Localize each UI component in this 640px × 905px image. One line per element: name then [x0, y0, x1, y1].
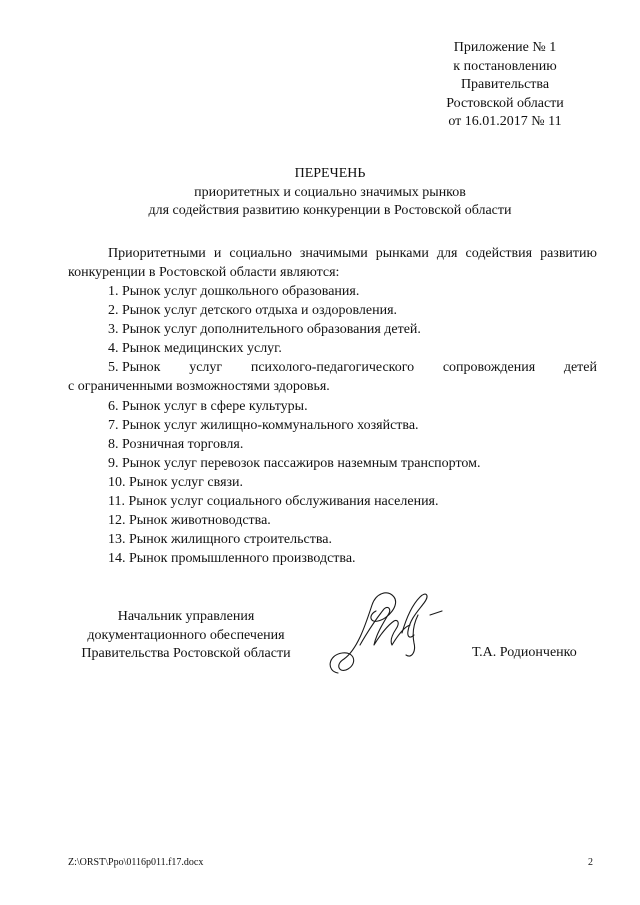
market-list [68, 282, 597, 568]
list-item: 4. Рынок медицинских услуг. [108, 341, 282, 357]
list-item: 7. Рынок услуг жилищно-коммунального хозяйства. [108, 417, 419, 433]
list-item-continuation: с ограниченными возможностями здоровья. [68, 379, 330, 395]
list-item: 8. Розничная торговля. [108, 436, 244, 452]
list-item: 2. Рынок услуг детского отдыха и оздоровления. [108, 303, 398, 319]
list-item-word: психолого-педагогического [250, 360, 415, 376]
appendix-line: Ростовской области [446, 95, 564, 111]
list-item: 12. Рынок животноводства. [108, 513, 271, 529]
list-item: 1. Рынок услуг дошкольного образования. [108, 284, 360, 299]
signer-title-line: документационного обеспечения [87, 627, 285, 643]
signer-title-line: Начальник управления [117, 609, 255, 624]
list-item: 11. Рынок услуг социального обслуживания населения. [108, 494, 439, 510]
list-item: 6. Рынок услуг в сфере культуры. [108, 398, 308, 414]
list-item-word: 5. Рынок [108, 360, 161, 376]
signer-title [66, 608, 306, 664]
appendix-line: Приложение № 1 [453, 40, 557, 55]
list-item-word: услуг [189, 360, 223, 376]
list-item: 13. Рынок жилищного строительства. [108, 532, 332, 548]
appendix-line: Правительства [460, 77, 550, 93]
list-item: 10. Рынок услуг связи. [108, 474, 244, 490]
title-line: для содействия развитию конкуренции в Ростовской области [148, 203, 512, 219]
footer-file-path: Z:\ORST\Ppo\0116p011.f17.docx [68, 857, 204, 868]
intro-paragraph: Приоритетными и социально значимыми рынками для содействия развитию конкуренции в Ростовской области являются: [68, 246, 597, 280]
appendix-line: к постановлению [453, 58, 557, 74]
signer-title-line: Правительства Ростовской области [81, 646, 291, 662]
handwritten-signature [318, 575, 448, 680]
list-item: 9. Рынок услуг перевозок пассажиров наземным транспортом. [108, 455, 481, 471]
list-item: 14. Рынок промышленного производства. [108, 551, 356, 567]
title-line: приоритетных и социально значимых рынков [194, 184, 466, 200]
document-title [60, 165, 600, 221]
list-item-word: сопровождения [442, 360, 536, 376]
list-item [68, 358, 597, 396]
list-item: 3. Рынок услуг дополнительного образования детей. [108, 322, 421, 338]
list-item-first-line [108, 358, 597, 377]
page-number: 2 [588, 857, 593, 868]
title-heading: ПЕРЕЧЕНЬ [294, 166, 366, 181]
appendix-header [410, 39, 600, 132]
list-item-word: детей [563, 360, 597, 376]
signer-name: Т.А. Родионченко [472, 645, 577, 660]
appendix-line: от 16.01.2017 № 11 [448, 114, 562, 130]
